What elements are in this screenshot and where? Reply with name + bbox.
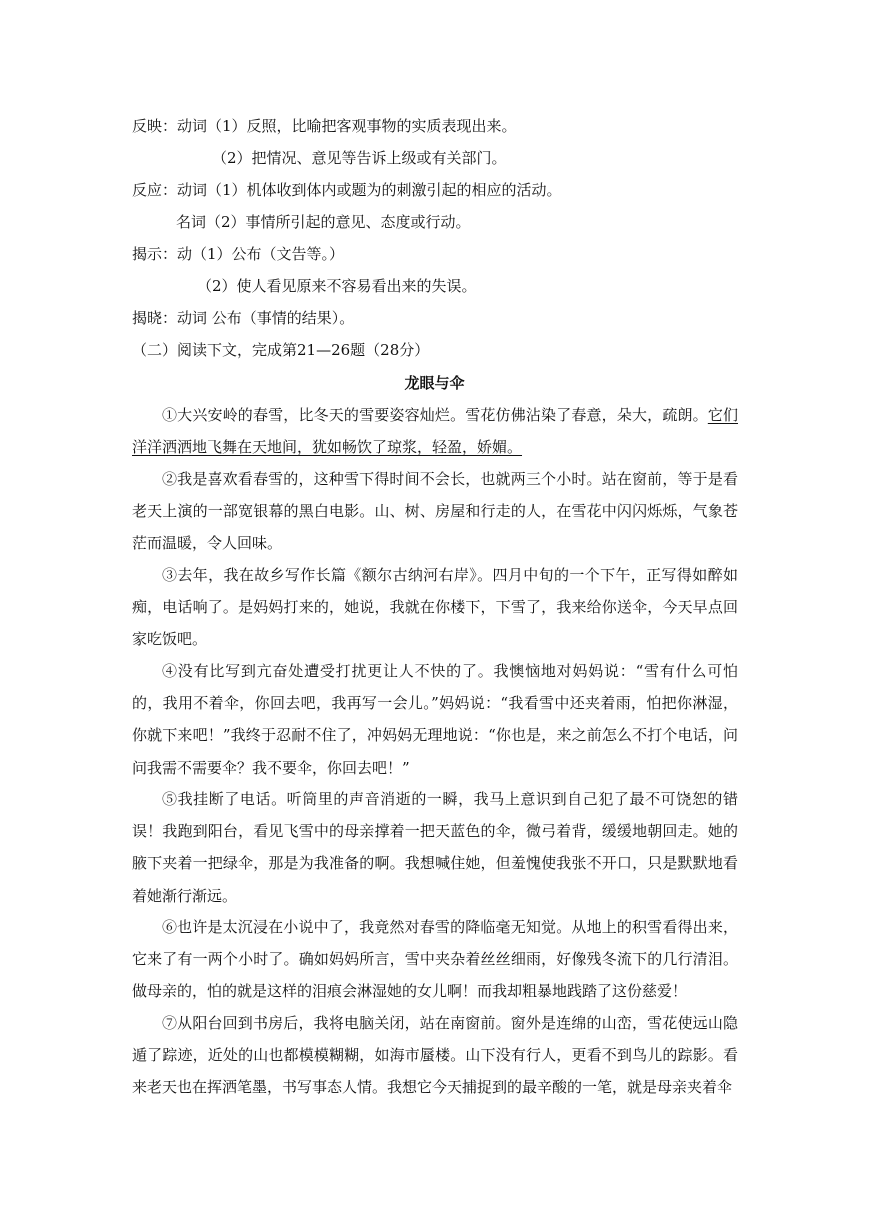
paragraph-7: ⑦从阳台回到书房后，我将电脑关闭，站在南窗前。窗外是连绵的山峦，雪花使远山隐遁了踪迹，近处的山也都模模糊糊，如海市蜃楼。山下没有行人，更看不到鸟儿的踪影。看来老天也在挥洒笔墨，书写事态人情。我想它今天捕捉到的最辛酸的一笔，就是母亲夹着伞 <box>132 1014 738 1097</box>
definition-line: 揭晓：动词 公布（事情的结果）。 <box>132 309 355 327</box>
paragraph-6: ⑥也许是太沉浸在小说中了，我竟然对春雪的降临毫无知觉。从地上的积雪看得出来，它来了有一两个小时了。确如妈妈所言，雪中夹杂着丝丝细雨，好像残冬流下的几行清泪。做母亲的，怕的就是这样的泪痕会淋湿她的女儿啊！而我却粗暴地践踏了这份慈爱！ <box>132 918 738 1001</box>
definition-line: （2）使人看见原来不容易看出来的失误。 <box>197 277 477 295</box>
underlined-sentence: 它们洋洋洒洒地飞舞在天地间，犹如畅饮了琼浆，轻盈，娇媚。 <box>132 406 738 457</box>
definition-line: 反应：动词（1）机体收到体内或题为的刺激引起的相应的活动。 <box>132 181 562 199</box>
definition-line: 名词（2）事情所引起的意见、态度或行动。 <box>176 213 471 231</box>
paragraph-1 <box>132 399 738 463</box>
definition-line: （2）把情况、意见等告诉上级或有关部门。 <box>212 149 507 167</box>
section-heading: （二）阅读下文，完成第21—26题（28分） <box>132 341 430 359</box>
paragraph-4: ④没有比写到亢奋处遭受打扰更让人不快的了。我懊恼地对妈妈说：“雪有什么可怕的，我用不着伞，你回去吧，我再写一会儿。”妈妈说：“我看雪中还夹着雨，怕把你淋湿，你就下来吧！”我终于忍耐不住了，冲妈妈无理地说：“你也是，来之前怎么不打个电话，问问我需不需要伞？我不要伞，你回去吧！” <box>132 662 738 777</box>
article-title: 龙眼与伞 <box>404 374 465 392</box>
paragraph-1-text: ①大兴安岭的春雪，比冬天的雪要姿容灿烂。雪花仿佛沾染了春意，朵大，疏朗。 <box>162 406 708 424</box>
paragraph-5: ⑤我挂断了电话。听筒里的声音消逝的一瞬，我马上意识到自己犯了最不可饶恕的错误！我跑到阳台，看见飞雪中的母亲撑着一把天蓝色的伞，微弓着背，缓缓地朝回走。她的腋下夹着一把绿伞，那是为我准备的啊。我想喊住她，但羞愧使我张不开口，只是默默地看着她渐行渐远。 <box>132 790 738 905</box>
definition-line: 揭示：动（1）公布（文告等。） <box>132 245 345 263</box>
paragraph-2: ②我是喜欢看春雪的，这种雪下得时间不会长，也就两三个小时。站在窗前，等于是看老天上演的一部宽银幕的黑白电影。山、树、房屋和行走的人，在雪花中闪闪烁烁，气象苍茫而温暖，令人回味。 <box>132 470 738 553</box>
paragraph-3: ③去年，我在故乡写作长篇《额尔古纳河右岸》。四月中旬的一个下午，正写得如醉如痴，电话响了。是妈妈打来的，她说，我就在你楼下，下雪了，我来给你送伞，今天早点回家吃饭吧。 <box>132 566 738 649</box>
definition-line: 反映：动词（1）反照，比喻把客观事物的实质表现出来。 <box>132 117 517 135</box>
